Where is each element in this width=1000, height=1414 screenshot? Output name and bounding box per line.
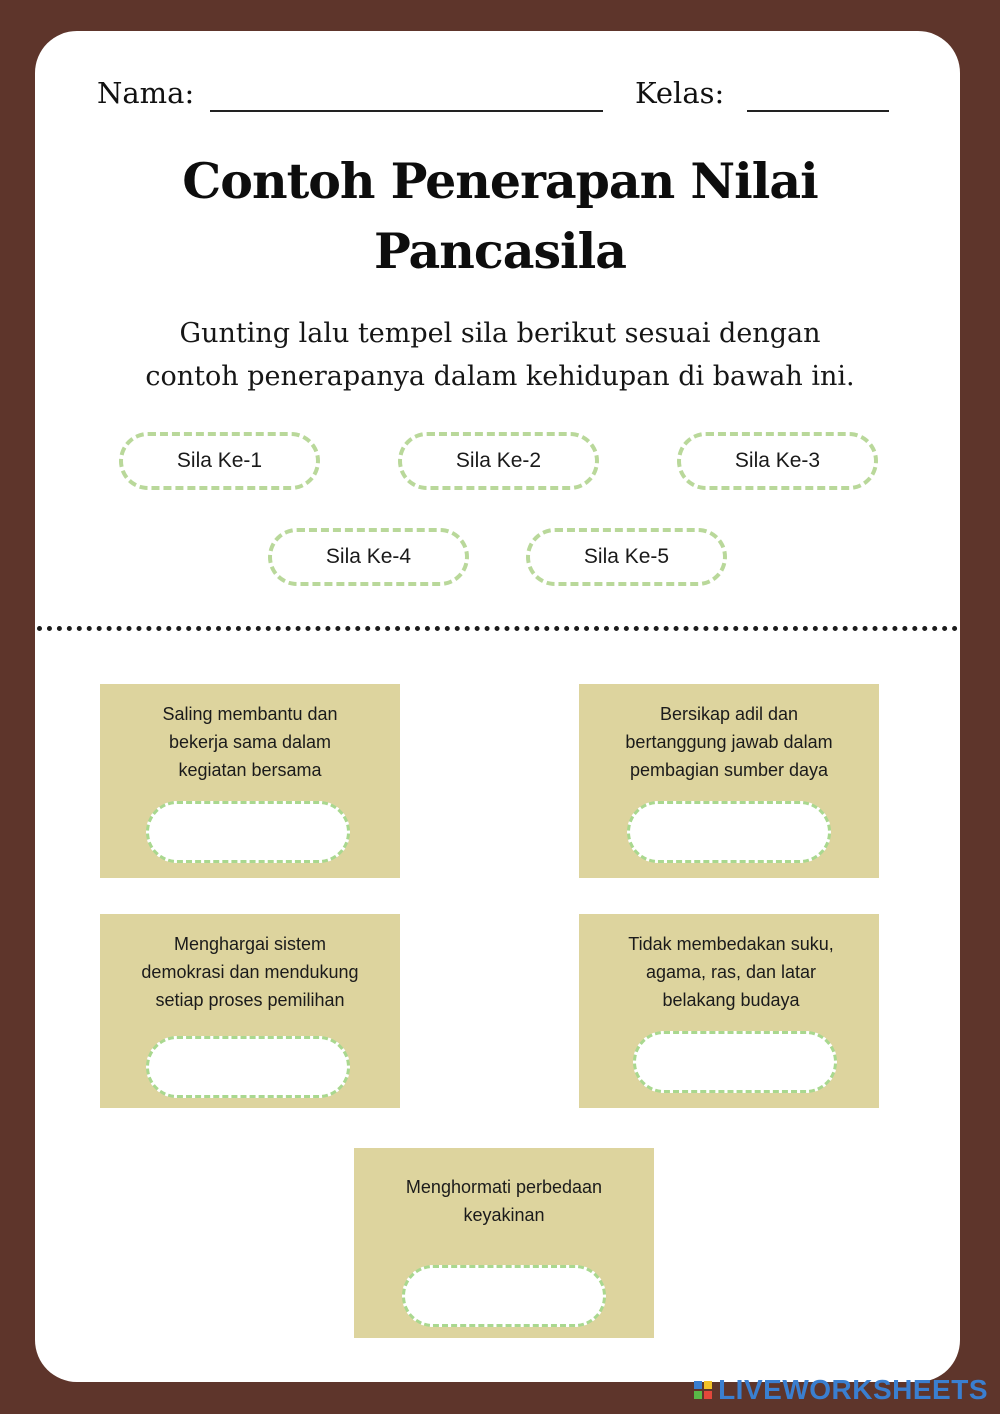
card-1-line-3: kegiatan bersama: [178, 760, 322, 780]
sila-pill-3[interactable]: Sila Ke-3: [677, 432, 878, 490]
card-4-line-3: belakang budaya: [662, 990, 800, 1010]
sila-pill-1[interactable]: Sila Ke-1: [119, 432, 320, 490]
card-2-answer-slot[interactable]: [627, 801, 831, 863]
instruction-line-2: contoh penerapanya dalam kehidupan di bawah ini.: [145, 361, 855, 392]
card-3-line-1: Menghargai sistem: [173, 934, 327, 954]
card-2-line-3: pembagian sumber daya: [629, 760, 829, 780]
class-input-line[interactable]: [747, 110, 889, 112]
card-4-line-2: agama, ras, dan latar: [645, 962, 817, 982]
example-card-5: [354, 1148, 654, 1338]
card-1-answer-slot[interactable]: [146, 801, 350, 863]
sila-pill-5[interactable]: Sila Ke-5: [526, 528, 727, 586]
liveworksheets-watermark: [694, 1374, 988, 1406]
card-4-text: [593, 930, 869, 1014]
card-1-line-2: bekerja sama dalam: [168, 732, 332, 752]
card-3-text: [110, 930, 390, 1014]
card-3-line-3: setiap proses pemilihan: [155, 990, 345, 1010]
card-1-text: [110, 700, 390, 784]
card-5-line-1: Menghormati perbedaan: [405, 1177, 603, 1197]
card-4-line-1: Tidak membedakan suku,: [628, 934, 834, 954]
liveworksheets-logo-icon: [694, 1381, 712, 1399]
name-input-line[interactable]: [210, 110, 603, 112]
instruction-text: [90, 312, 910, 398]
name-label: Nama:: [97, 76, 195, 110]
card-3-line-2: demokrasi dan mendukung: [141, 962, 359, 982]
title-line-2: Pancasila: [373, 222, 627, 280]
example-card-2: [579, 684, 879, 878]
watermark-text: LIVEWORKSHEETS: [718, 1374, 988, 1405]
card-5-text: [364, 1173, 644, 1229]
cut-line-divider: [37, 626, 958, 631]
card-3-answer-slot[interactable]: [146, 1036, 350, 1098]
page-title: [100, 146, 900, 286]
title-line-1: Contoh Penerapan Nilai: [182, 152, 818, 210]
card-1-line-1: Saling membantu dan: [162, 704, 338, 724]
sila-pill-2[interactable]: Sila Ke-2: [398, 432, 599, 490]
example-card-1: [100, 684, 400, 878]
class-label: Kelas:: [635, 76, 725, 110]
card-5-line-2: keyakinan: [463, 1205, 545, 1225]
example-card-4: [579, 914, 879, 1108]
card-2-line-2: bertanggung jawab dalam: [625, 732, 833, 752]
instruction-line-1: Gunting lalu tempel sila berikut sesuai dengan: [179, 318, 821, 349]
card-2-line-1: Bersikap adil dan: [659, 704, 799, 724]
example-card-3: [100, 914, 400, 1108]
header-row: [97, 76, 897, 116]
sila-pill-4[interactable]: Sila Ke-4: [268, 528, 469, 586]
card-4-answer-slot[interactable]: [633, 1031, 837, 1093]
card-2-text: [589, 700, 869, 784]
card-5-answer-slot[interactable]: [402, 1265, 606, 1327]
